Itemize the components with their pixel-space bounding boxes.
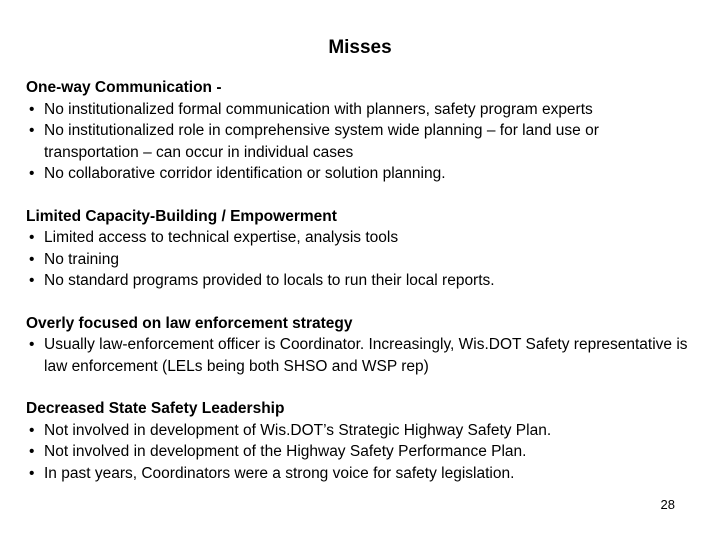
- list-item-text: No standard programs provided to locals to run their local reports.: [44, 272, 495, 289]
- slide-title: Misses: [328, 37, 392, 58]
- bullet-icon: •: [29, 443, 35, 460]
- bullet-icon: •: [29, 464, 35, 482]
- list-item: [26, 99, 696, 121]
- section-one-way-communication: [26, 77, 696, 185]
- section-heading: One-way Communication -: [26, 79, 222, 96]
- list-item: [26, 120, 696, 163]
- bullet-list: [26, 227, 696, 292]
- list-item-text: No training: [44, 250, 119, 268]
- list-item-text: In past years, Coordinators were a strong voice for safety legislation.: [44, 464, 515, 482]
- list-item-text: No institutionalized formal communication with planners, safety program experts: [44, 100, 593, 118]
- list-item: [26, 441, 696, 463]
- bullet-icon: •: [29, 250, 35, 268]
- list-item-text: Not involved in development of the Highway Safety Performance Plan.: [44, 443, 527, 460]
- list-item-text: Not involved in development of Wis.DOT’s Strategic Highway Safety Plan.: [44, 421, 552, 439]
- list-item: [26, 463, 696, 485]
- slide-content: [26, 77, 696, 505]
- section-heading: Limited Capacity-Building / Empowerment: [26, 207, 337, 225]
- list-item-text: Usually law-enforcement officer is Coordinator. Increasingly, Wis.DOT Safety representative is law enforcement (LELs being both SHSO and WSP rep): [44, 336, 688, 375]
- list-item: [26, 227, 696, 249]
- list-item: [26, 420, 696, 442]
- bullet-icon: •: [29, 272, 35, 289]
- bullet-icon: •: [29, 229, 35, 246]
- list-item-text: No collaborative corridor identification or solution planning.: [44, 165, 446, 182]
- section-heading: Decreased State Safety Leadership: [26, 400, 285, 417]
- list-item: [26, 249, 696, 271]
- list-item: [26, 270, 696, 292]
- bullet-list: [26, 420, 696, 485]
- bullet-icon: •: [29, 421, 35, 439]
- page-number: 28: [660, 497, 675, 512]
- list-item: [26, 334, 696, 377]
- bullet-icon: •: [29, 100, 35, 118]
- list-item-text: No institutionalized role in comprehensive system wide planning – for land use or transportation – can occur in individual cases: [44, 122, 599, 161]
- bullet-list: [26, 334, 696, 377]
- list-item: [26, 163, 696, 185]
- bullet-icon: •: [29, 165, 35, 182]
- bullet-icon: •: [29, 336, 35, 353]
- bullet-icon: •: [29, 122, 35, 139]
- section-heading: Overly focused on law enforcement strategy: [26, 314, 353, 332]
- bullet-list: [26, 99, 696, 185]
- section-capacity-building: [26, 206, 696, 292]
- section-state-safety-leadership: [26, 398, 696, 484]
- section-law-enforcement: [26, 313, 696, 378]
- list-item-text: Limited access to technical expertise, analysis tools: [44, 229, 399, 246]
